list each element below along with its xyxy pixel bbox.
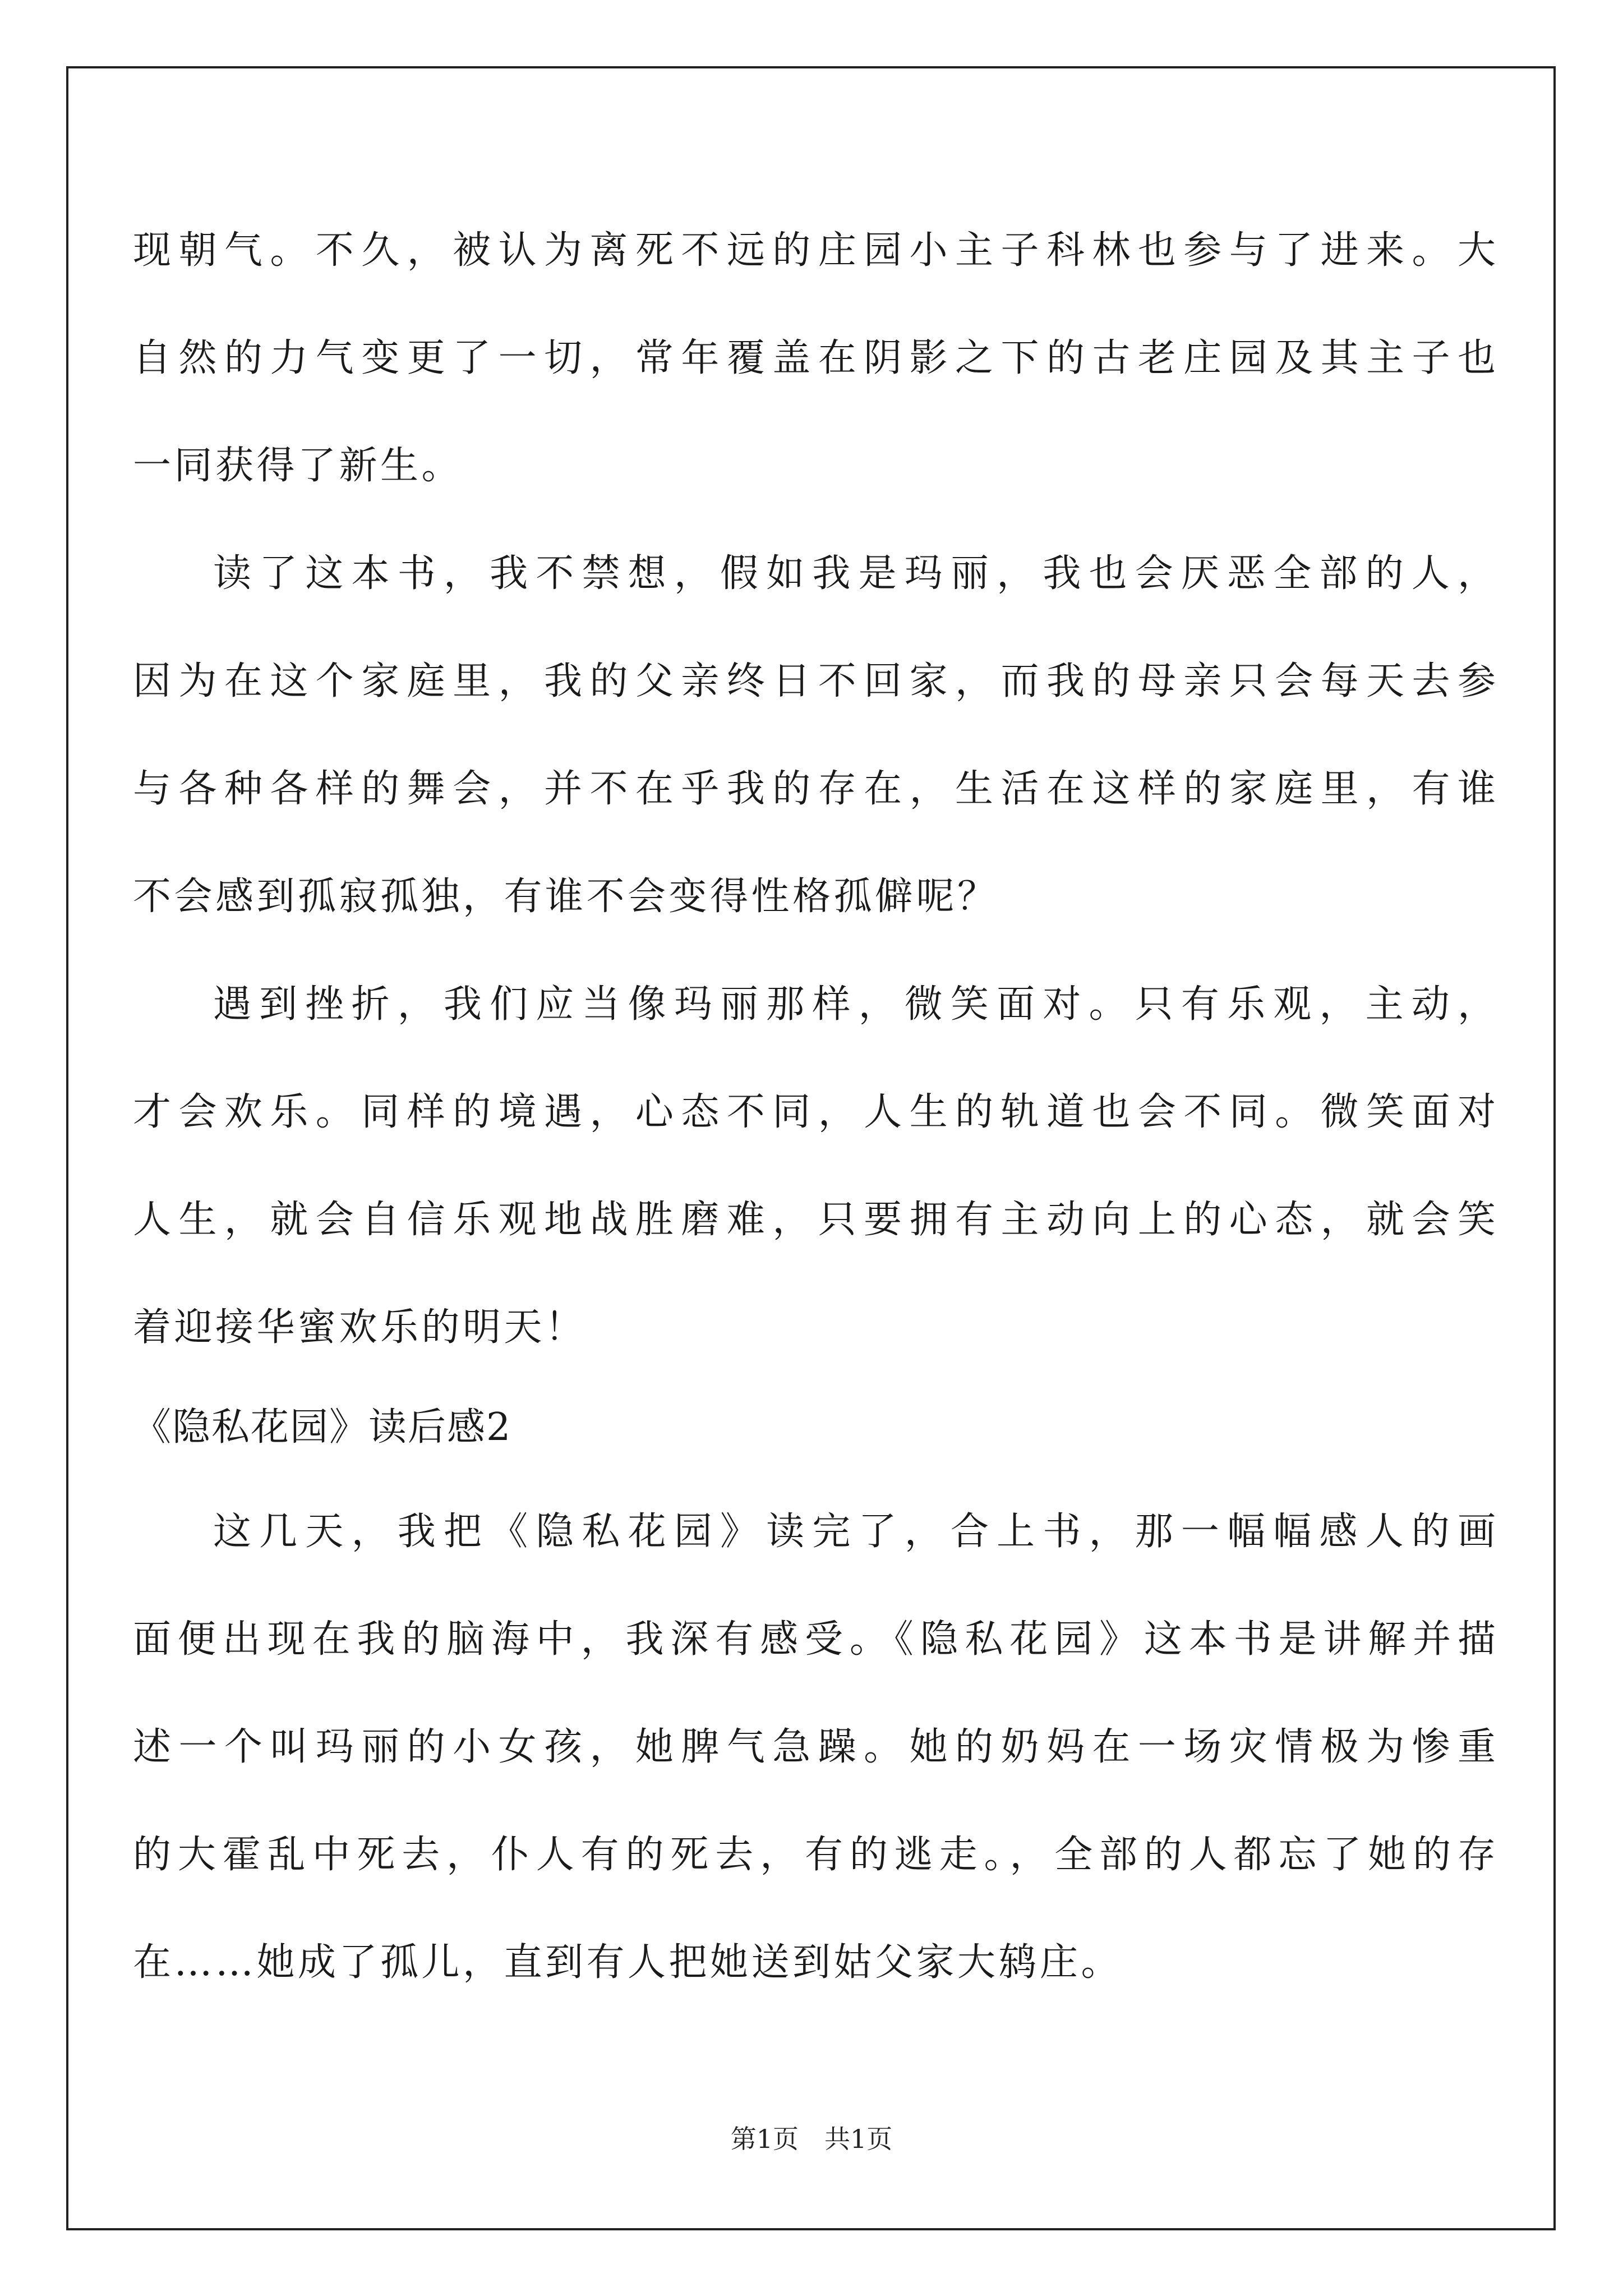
paragraph-4-line-5: 在……她成了孤儿，直到有人把她送到姑父家大鸫庄。 (133, 1940, 1123, 1985)
page-footer: 第1页 共1页 (730, 2124, 893, 2154)
paragraph-4-line-4: 的大霍乱中死去，仆人有的死去，有的逃走。，全部的人都忘了她的存 (133, 1833, 1496, 1877)
paragraph-1-line-2: 自然的力气变更了一切，常年覆盖在阴影之下的古老庄园及其主子也 (133, 336, 1496, 380)
paragraph-1-line-1: 现朝气。不久，被认为离死不远的庄园小主子科林也参与了进来。大 (133, 228, 1496, 273)
paragraph-2-line-3: 与各种各样的舞会，并不在乎我的存在，生活在这样的家庭里，有谁 (133, 767, 1496, 811)
page-border (66, 66, 1556, 2230)
paragraph-1-line-3: 一同获得了新生。 (133, 444, 463, 488)
paragraph-3-line-4: 着迎接华蜜欢乐的明天！ (133, 1305, 587, 1350)
paragraph-3-line-3: 人生，就会自信乐观地战胜磨难，只要拥有主动向上的心态，就会笑 (133, 1198, 1496, 1242)
paragraph-3-line-2: 才会欢乐。同样的境遇，心态不同，人生的轨道也会不同。微笑面对 (133, 1090, 1496, 1134)
paragraph-4-line-3: 述一个叫玛丽的小女孩，她脾气急躁。她的奶妈在一场灾情极为惨重 (133, 1725, 1496, 1769)
paragraph-4-line-1: 这几天，我把《隐私花园》读完了，合上书，那一幅幅感人的画 (213, 1510, 1496, 1554)
paragraph-2-line-1: 读了这本书，我不禁想，假如我是玛丽，我也会厌恶全部的人， (213, 551, 1496, 596)
paragraph-3-line-1: 遇到挫折，我们应当像玛丽那样，微笑面对。只有乐观，主动， (213, 982, 1496, 1027)
paragraph-2-line-4: 不会感到孤寂孤独，有谁不会变得性格孤僻呢？ (133, 875, 999, 919)
paragraph-2-line-2: 因为在这个家庭里，我的父亲终日不回家，而我的母亲只会每天去参 (133, 659, 1496, 703)
section-heading: 《隐私花园》读后感2 (133, 1405, 512, 1450)
paragraph-4-line-2: 面便出现在我的脑海中，我深有感受。《隐私花园》这本书是讲解并描 (133, 1617, 1496, 1662)
